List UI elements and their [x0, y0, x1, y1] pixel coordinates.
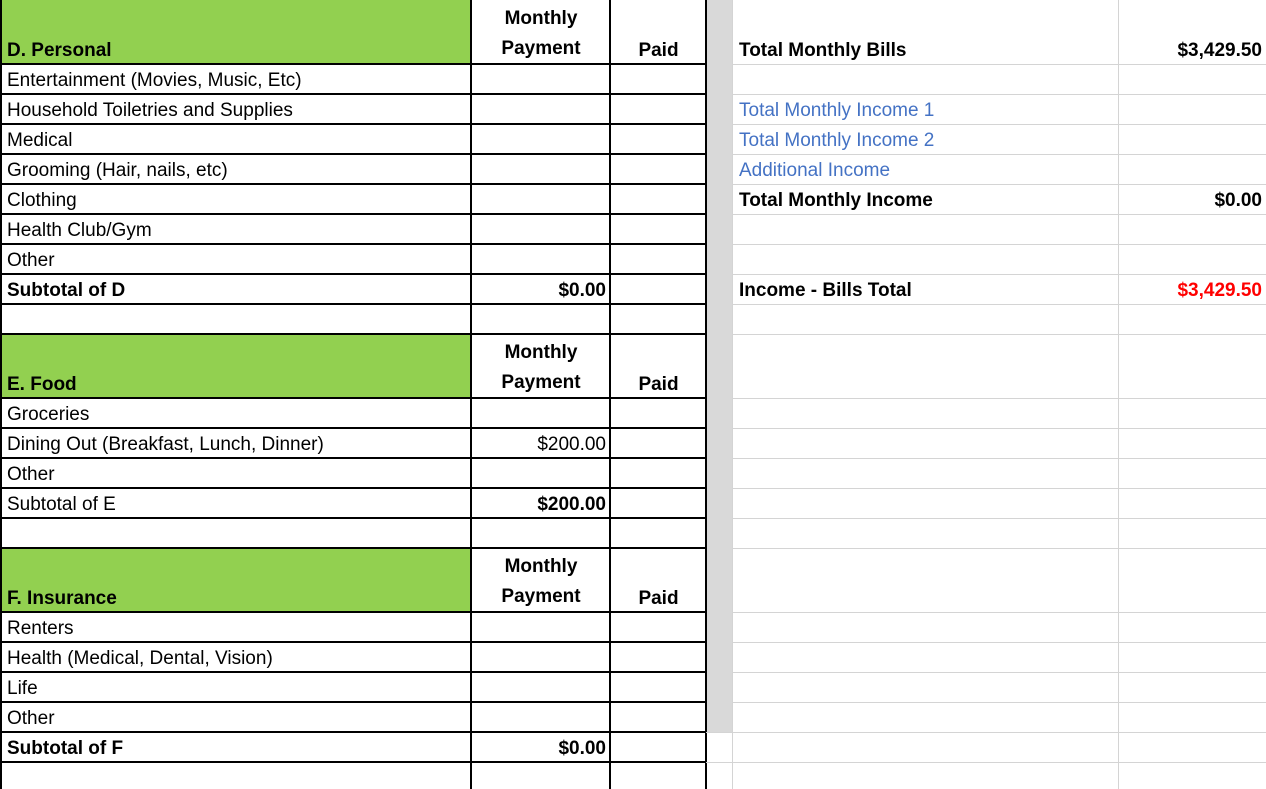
section-title-personal[interactable]: D. Personal	[0, 0, 471, 64]
gridline-h	[732, 702, 1266, 703]
hline	[0, 333, 706, 335]
gridline-h	[732, 548, 1266, 549]
section-title-insurance[interactable]: F. Insurance	[0, 548, 471, 612]
subtotal-label-insurance[interactable]: Subtotal of F	[7, 738, 124, 759]
header-monthly-text: Monthly	[504, 556, 578, 577]
hline	[0, 63, 706, 65]
hline	[0, 123, 706, 125]
row-label-life[interactable]: Life	[7, 678, 38, 699]
header-payment-text: Payment	[501, 38, 581, 59]
subtotal-value-personal[interactable]: $0.00	[558, 280, 606, 301]
subtotal-label-personal[interactable]: Subtotal of D	[7, 280, 126, 301]
hline	[0, 457, 706, 459]
income2-label[interactable]: Total Monthly Income 2	[739, 130, 935, 151]
gridline-h	[732, 274, 1266, 275]
row-label-entertainment[interactable]: Entertainment (Movies, Music, Etc)	[7, 70, 302, 91]
hline	[0, 303, 706, 305]
subtotal-value-insurance[interactable]: $0.00	[558, 738, 606, 759]
hline	[0, 701, 706, 703]
separator-column	[706, 0, 732, 732]
hline	[0, 273, 706, 275]
gridline-h	[732, 612, 1266, 613]
gridline-h	[732, 334, 1266, 335]
gridline-h	[732, 398, 1266, 399]
gridline-h	[732, 94, 1266, 95]
gridline-h	[732, 518, 1266, 519]
gridline-h	[732, 428, 1266, 429]
header-monthly-text: Monthly	[504, 342, 578, 363]
income1-label[interactable]: Total Monthly Income 1	[739, 100, 935, 121]
gridline-h	[732, 642, 1266, 643]
hline	[0, 243, 706, 245]
header-monthly-payment-insurance[interactable]	[471, 548, 610, 612]
header-monthly-payment-food[interactable]	[471, 334, 610, 398]
row-label-medical[interactable]: Medical	[7, 130, 73, 151]
hline	[0, 641, 706, 643]
gridline-h	[732, 244, 1266, 245]
gridline-h	[732, 154, 1266, 155]
hline	[0, 213, 706, 215]
row-label-groceries[interactable]: Groceries	[7, 404, 90, 425]
row-label-clothing[interactable]: Clothing	[7, 190, 77, 211]
hline	[0, 183, 706, 185]
header-monthly-payment-personal[interactable]	[471, 0, 610, 64]
section-title-food[interactable]: E. Food	[0, 334, 471, 398]
header-payment-text: Payment	[501, 586, 581, 607]
hline	[0, 517, 706, 519]
row-label-other-insurance[interactable]: Other	[7, 708, 55, 729]
hline	[0, 427, 706, 429]
hline	[0, 547, 706, 549]
gridline-h	[732, 488, 1266, 489]
gridline-h	[732, 64, 1266, 65]
hline	[0, 397, 706, 399]
hline	[0, 731, 706, 733]
gridline-h	[732, 458, 1266, 459]
gridline-h	[732, 214, 1266, 215]
total-bills-value[interactable]: $3,429.50	[1177, 40, 1262, 61]
row-label-renters[interactable]: Renters	[7, 618, 74, 639]
gridline-h	[706, 732, 1266, 733]
header-monthly-text: Monthly	[504, 8, 578, 29]
row-label-other-personal[interactable]: Other	[7, 250, 55, 271]
total-income-value[interactable]: $0.00	[1214, 190, 1262, 211]
hline	[0, 153, 706, 155]
total-income-label[interactable]: Total Monthly Income	[739, 190, 933, 211]
header-paid-insurance[interactable]: Paid	[638, 588, 679, 609]
additional-income-label[interactable]: Additional Income	[739, 160, 891, 181]
row-label-health-insurance[interactable]: Health (Medical, Dental, Vision)	[7, 648, 273, 669]
header-paid-food[interactable]: Paid	[638, 374, 679, 395]
subtotal-label-food[interactable]: Subtotal of E	[7, 494, 116, 515]
hline	[0, 93, 706, 95]
row-label-other-food[interactable]: Other	[7, 464, 55, 485]
row-label-dining-out[interactable]: Dining Out (Breakfast, Lunch, Dinner)	[7, 434, 324, 455]
subtotal-value-food[interactable]: $200.00	[537, 494, 606, 515]
hline	[0, 487, 706, 489]
hline	[0, 671, 706, 673]
gridline-h	[732, 184, 1266, 185]
header-payment-text: Payment	[501, 372, 581, 393]
hline	[0, 761, 706, 763]
row-label-health-club[interactable]: Health Club/Gym	[7, 220, 152, 241]
gridline-h	[732, 304, 1266, 305]
row-payment-dining-out[interactable]: $200.00	[537, 434, 606, 455]
net-value[interactable]: $3,429.50	[1177, 280, 1262, 301]
gridline-v	[732, 0, 733, 789]
gridline-h	[706, 762, 1266, 763]
header-paid-personal[interactable]: Paid	[638, 40, 679, 61]
hline	[0, 611, 706, 613]
gridline-h	[732, 672, 1266, 673]
row-label-household[interactable]: Household Toiletries and Supplies	[7, 100, 293, 121]
net-label[interactable]: Income - Bills Total	[739, 280, 912, 301]
gridline-h	[732, 124, 1266, 125]
gridline-v	[1118, 0, 1119, 789]
row-label-grooming[interactable]: Grooming (Hair, nails, etc)	[7, 160, 228, 181]
total-bills-label[interactable]: Total Monthly Bills	[739, 40, 907, 61]
